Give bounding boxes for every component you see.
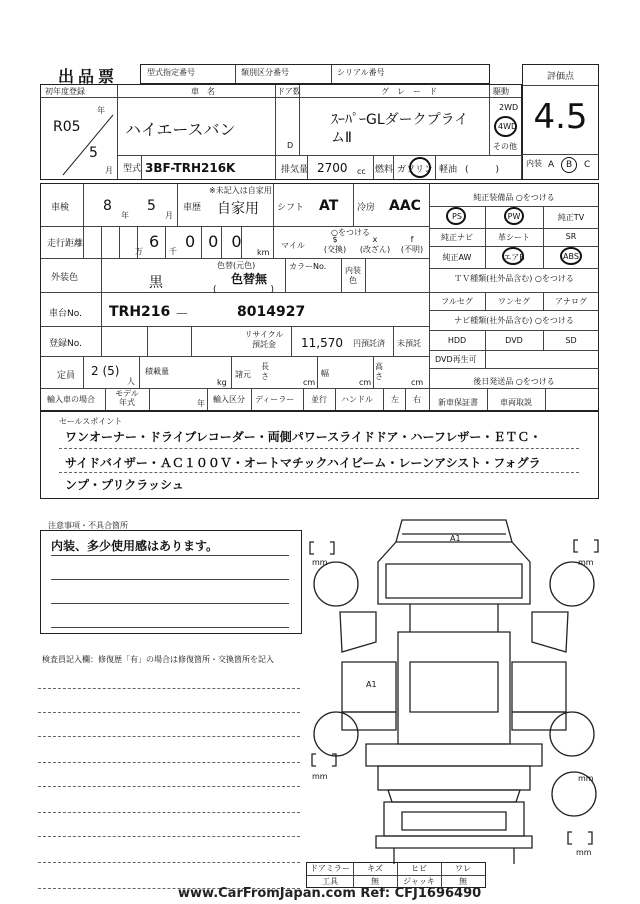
vehicle-info-box xyxy=(40,84,522,180)
color-label: 外装色 xyxy=(51,273,79,283)
left-label: 左 xyxy=(391,395,399,404)
light-oil-label: 軽油 xyxy=(439,165,458,175)
width-unit: cm xyxy=(359,378,372,387)
inspector-label: 検査員記入欄：修復歴「有」の場合は修復箇所・交換箇所を記入 xyxy=(42,655,274,664)
height-label: 高 さ xyxy=(375,362,383,381)
class-label: 類別区分番号 xyxy=(241,68,289,77)
cooler-label: 冷房 xyxy=(357,203,376,213)
tv-fullseg: フルセグ xyxy=(441,297,473,306)
mile-label: マイル xyxy=(281,241,305,250)
tv-analog: アナログ xyxy=(555,297,587,306)
equipment-title: 純正装備品 ○をつける xyxy=(473,193,555,202)
mm-front-right: mm xyxy=(578,558,594,567)
doors-d: D xyxy=(287,141,294,150)
grade-line1: ｽｰﾊﾟｰGLダークプライ xyxy=(331,112,469,128)
history-value: 自家用 xyxy=(217,201,259,217)
drive-2wd: 2WD xyxy=(499,103,519,112)
first-reg-label: 初年度登録 xyxy=(45,87,85,96)
recycle-label: リサイクル 預託金 xyxy=(244,330,284,349)
damage-mark-side: A1 xyxy=(366,680,377,689)
legend-break: ワレ xyxy=(455,864,471,873)
model-year-unit: 年 xyxy=(197,399,205,408)
legend-crack: ヒビ xyxy=(411,864,427,873)
equip-airbag-circle xyxy=(502,247,524,265)
legend-jack: ジャッキ xyxy=(403,877,435,886)
equip-tv: 純正TV xyxy=(557,213,585,222)
cooler-value: AAC xyxy=(389,198,421,214)
import-type-label: 輸入区分 xyxy=(213,395,245,404)
unknown-label: f (不明) xyxy=(400,235,424,254)
drive-other: その他 xyxy=(493,142,517,151)
reg-no-label: 登録No. xyxy=(49,339,82,349)
score-label: 評価点 xyxy=(546,72,574,82)
mm-spare: mm xyxy=(576,848,592,857)
tv-title: ＴＶ種類(社外品含む) ○をつける xyxy=(454,274,574,283)
displacement-label: 排気量 xyxy=(281,165,309,175)
length-label: 長 さ xyxy=(261,362,269,381)
dealer-label: ディーラー xyxy=(255,395,295,404)
equip-sr: SR xyxy=(565,232,577,241)
parallel-label: 並行 xyxy=(311,395,327,404)
equip-abs-circle xyxy=(560,247,582,265)
displacement-value: 2700 xyxy=(317,161,348,175)
dvd-playback: DVD再生可 xyxy=(435,355,477,364)
selling-line-1: ワンオーナー・ドライブレコーダー・両側パワースライドドア・ハーフレザー・ＥＴＣ・ xyxy=(65,430,542,444)
notes-box xyxy=(40,530,302,634)
recycle-amount: 11,570 xyxy=(301,336,343,350)
mm-rear-left: mm xyxy=(312,772,328,781)
capacity-value: 2 (5) xyxy=(91,364,120,378)
selling-line-3: ンプ・プリクラッシュ xyxy=(65,478,184,492)
equip-pw: PW xyxy=(507,212,521,221)
mileage-man: 6 xyxy=(149,232,160,251)
legend-scratch: キズ xyxy=(367,864,383,873)
fuel-gasoline: ガソリン xyxy=(397,165,434,175)
altered-label: x (改ざん) xyxy=(359,235,391,254)
unregistered-note: ※未記入は自家用 xyxy=(209,186,272,195)
mm-front-left: mm xyxy=(312,558,328,567)
selling-line-2: サイドバイザー・ＡＣ１００Ｖ・オートマチックハイビーム・レーンアシスト・フォグラ xyxy=(65,456,541,470)
equip-airbag: エアB xyxy=(503,253,525,262)
color-paren: ( ) xyxy=(213,285,275,295)
load-label: 積載量 xyxy=(145,367,169,376)
after-manual: 車両取説 xyxy=(500,398,532,407)
legend-tools: 工具 xyxy=(322,877,338,886)
equip-pw-circle xyxy=(504,207,524,225)
interior-label: 内装 xyxy=(526,159,542,168)
drive-4wd-circle xyxy=(494,116,517,137)
length-unit: cm xyxy=(303,378,316,387)
interior-b: B xyxy=(566,160,573,170)
shift-label: シフト xyxy=(277,203,305,213)
width-label: 幅 xyxy=(321,369,329,378)
circle-note: ○をつける xyxy=(331,228,370,237)
score-value: 4.5 xyxy=(533,97,588,137)
interior-a: A xyxy=(548,160,555,170)
grade-line2: ムⅡ xyxy=(331,130,352,146)
navi-sd: SD xyxy=(565,336,577,345)
document-title: 出品票 xyxy=(58,67,119,86)
km-unit: km xyxy=(257,248,270,257)
doors-label: ドア数 xyxy=(277,87,301,96)
notes-label: 注意事項・不具合箇所 xyxy=(48,521,128,530)
handle-label: ハンドル xyxy=(341,395,373,404)
mm-rear-right: mm xyxy=(578,774,594,783)
equip-ps: PS xyxy=(452,212,462,221)
capacity-label: 定員 xyxy=(57,371,76,381)
color-no-label: カラーNo. xyxy=(289,262,327,271)
dims-label: 諸元 xyxy=(235,370,251,379)
first-reg-month: 5 xyxy=(89,145,98,161)
chassis-prefix: TRH216 xyxy=(109,304,171,320)
shaken-year: 8 xyxy=(103,198,112,214)
height-unit: cm xyxy=(411,378,424,387)
car-name: ハイエースバン xyxy=(125,120,236,139)
equip-ps-circle xyxy=(446,207,466,225)
grade-label: グ レ ー ド xyxy=(381,87,437,96)
shaken-year-unit: 年 xyxy=(121,211,129,220)
header-cert-row xyxy=(140,64,490,84)
legend-mirror: ドアミラー xyxy=(310,864,350,873)
name-label: 車 名 xyxy=(191,87,215,96)
navi-dvd: DVD xyxy=(505,336,523,345)
equip-leather: 革シート xyxy=(498,233,530,242)
right-label: 右 xyxy=(413,395,421,404)
mileage-sen: 000 xyxy=(185,232,255,251)
capacity-unit: 人 xyxy=(127,377,135,386)
color-change-label: 色替(元色) xyxy=(217,261,256,270)
recycle-unpaid: 未預託 xyxy=(397,339,421,348)
watermark-text: www.CarFromJapan.com Ref: CFJ1696490 xyxy=(178,886,482,901)
equip-aw: 純正AW xyxy=(442,253,472,262)
import-label: 輸入車の場合 xyxy=(47,395,95,404)
history-label: 車歴 xyxy=(183,203,202,213)
shaken-label: 車検 xyxy=(51,203,70,213)
interior-c: C xyxy=(584,160,591,170)
legend-tools-none: 無 xyxy=(371,877,379,886)
notes-text: 内装、多少使用感はあります。 xyxy=(51,539,219,553)
displacement-unit: cc xyxy=(357,167,366,176)
model-label: 型式 xyxy=(123,164,142,174)
shaken-month: 5 xyxy=(147,198,156,214)
tv-oneseg: ワンセグ xyxy=(498,297,530,306)
model-year-label: モデル 年式 xyxy=(115,389,139,407)
legend-table xyxy=(306,862,486,888)
chassis-label: 車台No. xyxy=(49,309,82,319)
shaken-month-unit: 月 xyxy=(165,211,173,220)
inspection-box xyxy=(40,183,599,411)
type-cert-label: 型式指定番号 xyxy=(147,68,195,77)
after-title: 後日発送品 ○をつける xyxy=(473,377,555,386)
navi-title: ナビ種類(社外品含む) ○をつける xyxy=(454,316,574,325)
kg-unit: kg xyxy=(217,378,227,387)
damage-mark-front: A1 xyxy=(450,534,461,543)
legend-jack-none: 無 xyxy=(459,877,467,886)
fuel-paren: ( ) xyxy=(465,165,500,175)
equip-abs: ABS xyxy=(563,252,579,261)
swapped-label: $ (交換) xyxy=(323,235,347,254)
interior-color-label: 内装 色 xyxy=(345,266,361,285)
sen-unit: 千 xyxy=(169,247,177,256)
selling-points-box xyxy=(40,411,599,499)
navi-hdd: HDD xyxy=(447,336,467,345)
drive-label: 駆動 xyxy=(493,87,509,96)
equip-navi: 純正ナビ xyxy=(441,233,473,242)
drive-4wd: 4WD xyxy=(498,122,518,131)
selling-points-label: セールスポイント xyxy=(59,417,123,426)
interior-b-circle xyxy=(561,157,577,173)
first-reg-year: R05 xyxy=(53,119,81,135)
shift-value: AT xyxy=(319,198,339,214)
chassis-number: 8014927 xyxy=(237,304,306,320)
year-suffix: 年 xyxy=(97,106,105,115)
month-suffix: 月 xyxy=(105,166,113,175)
model-value: 3BF-TRH216K xyxy=(145,161,236,175)
fuel-label: 燃料 xyxy=(375,165,394,175)
serial-label: シリアル番号 xyxy=(337,68,385,77)
recycle-paid: 円預託済 xyxy=(353,339,385,348)
fuel-circle xyxy=(409,157,431,178)
chassis-dash: － xyxy=(175,307,189,323)
color-value: 黒 xyxy=(149,275,163,291)
color-change-value: 色替無 xyxy=(231,272,268,286)
man-unit: 万 xyxy=(135,247,143,256)
vehicle-damage-diagram xyxy=(306,512,606,884)
after-warranty: 新車保証書 xyxy=(438,398,478,407)
mileage-label: 走行距離 xyxy=(47,239,84,249)
